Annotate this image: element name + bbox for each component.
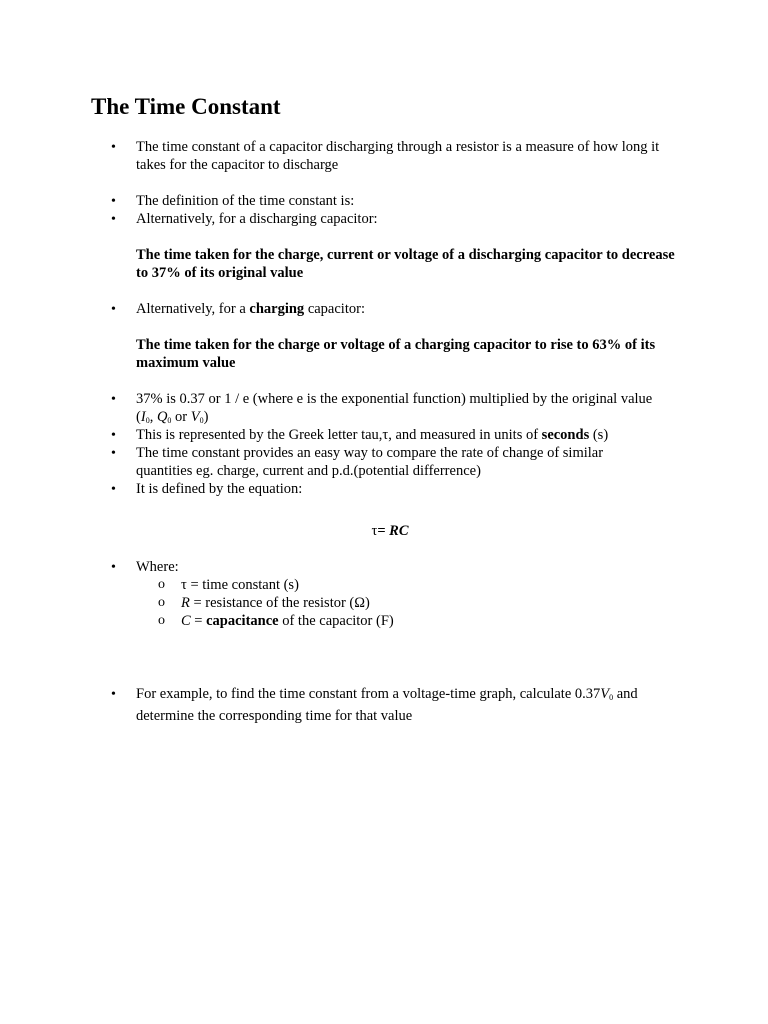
page-title: The Time Constant: [91, 94, 281, 119]
text-run: and: [613, 686, 638, 702]
text-run: 37% is 0.37 or 1 / e (where e is the exponential function) multiplied by the original value: [136, 391, 653, 407]
text-run: This is represented by the Greek letter tau,τ, and measured in units of: [136, 427, 542, 443]
bullet-marker: •: [111, 687, 116, 702]
paragraph-equation-intro: It is defined by the equation:: [136, 481, 303, 497]
text-run: (s): [589, 427, 609, 443]
text-run: ): [203, 409, 209, 425]
paragraph-charging: [136, 300, 684, 318]
bullet-marker: •: [111, 194, 116, 209]
paragraph-tau: [136, 426, 684, 444]
paragraph-discharging: Alternatively, for a discharging capacitor:: [136, 211, 378, 227]
sub-bullet-marker: o: [158, 577, 165, 592]
text-run: capacitor:: [304, 301, 365, 317]
symbol-Q: Q: [156, 409, 168, 425]
text-run: Alternatively, for a: [136, 301, 250, 317]
symbol-R: R: [181, 595, 190, 611]
text-run: ,: [149, 409, 157, 425]
sub-bullet-marker: o: [158, 613, 165, 628]
text-bold-charging: charging: [249, 301, 305, 317]
bullet-marker: •: [111, 482, 116, 497]
bullet-marker: •: [111, 446, 116, 461]
subscript-zero: 0: [145, 416, 150, 425]
bullet-marker: •: [111, 392, 116, 407]
bullet-marker: •: [111, 302, 116, 317]
bullet-marker: •: [111, 140, 116, 155]
equation-tau-symbol: τ: [371, 523, 378, 539]
paragraph-time-constant-intro: The time constant of a capacitor discharging through a resistor is a measure of how long it takes for the capacitor to discharge: [136, 139, 660, 173]
paragraph-compare-rate: The time constant provides an easy way to compare the rate of change of similar quantities eg. charge, current and p.d.(potential differrence): [136, 445, 604, 479]
text-run: of the capacitor (F): [278, 613, 394, 629]
paragraph-37-percent: [136, 390, 684, 430]
paragraph-example: [136, 685, 684, 725]
text-run: (: [136, 409, 141, 425]
symbol-V: V: [600, 686, 610, 702]
text-bold-capacitance: capacitance: [206, 613, 279, 629]
symbol-I: I: [140, 409, 146, 425]
where-item-tau: τ = time constant (s): [181, 577, 299, 593]
symbol-V: V: [190, 409, 200, 425]
subscript-zero: 0: [609, 693, 614, 702]
paragraph-where: Where:: [136, 559, 179, 575]
text-run: = resistance of the resistor (Ω): [189, 595, 370, 611]
definition-discharging: The time taken for the charge, current or voltage of a discharging capacitor to decrease to 37% of its original value: [136, 247, 675, 281]
sub-bullet-marker: o: [158, 595, 165, 610]
text-run: =: [190, 613, 207, 629]
paragraph-definition: The definition of the time constant is:: [136, 193, 355, 209]
equation-rc: = RC: [377, 523, 409, 539]
text-run: or: [171, 409, 191, 425]
bullet-marker: •: [111, 428, 116, 443]
subscript-zero: 0: [199, 416, 204, 425]
bullet-marker: •: [111, 560, 116, 575]
subscript-zero: 0: [167, 416, 172, 425]
text-run: determine the corresponding time for that value: [136, 708, 413, 724]
equation-tau-rc: [0, 522, 768, 540]
definition-charging: The time taken for the charge or voltage of a charging capacitor to rise to 63% of its maximum value: [136, 337, 656, 371]
text-run: For example, to find the time constant from a voltage-time graph, calculate 0.37: [136, 686, 601, 702]
text-bold-seconds: seconds: [541, 427, 590, 443]
where-item-resistance: [181, 594, 370, 612]
bullet-marker: •: [111, 212, 116, 227]
symbol-C: C: [181, 613, 191, 629]
where-item-capacitance: [181, 612, 394, 630]
